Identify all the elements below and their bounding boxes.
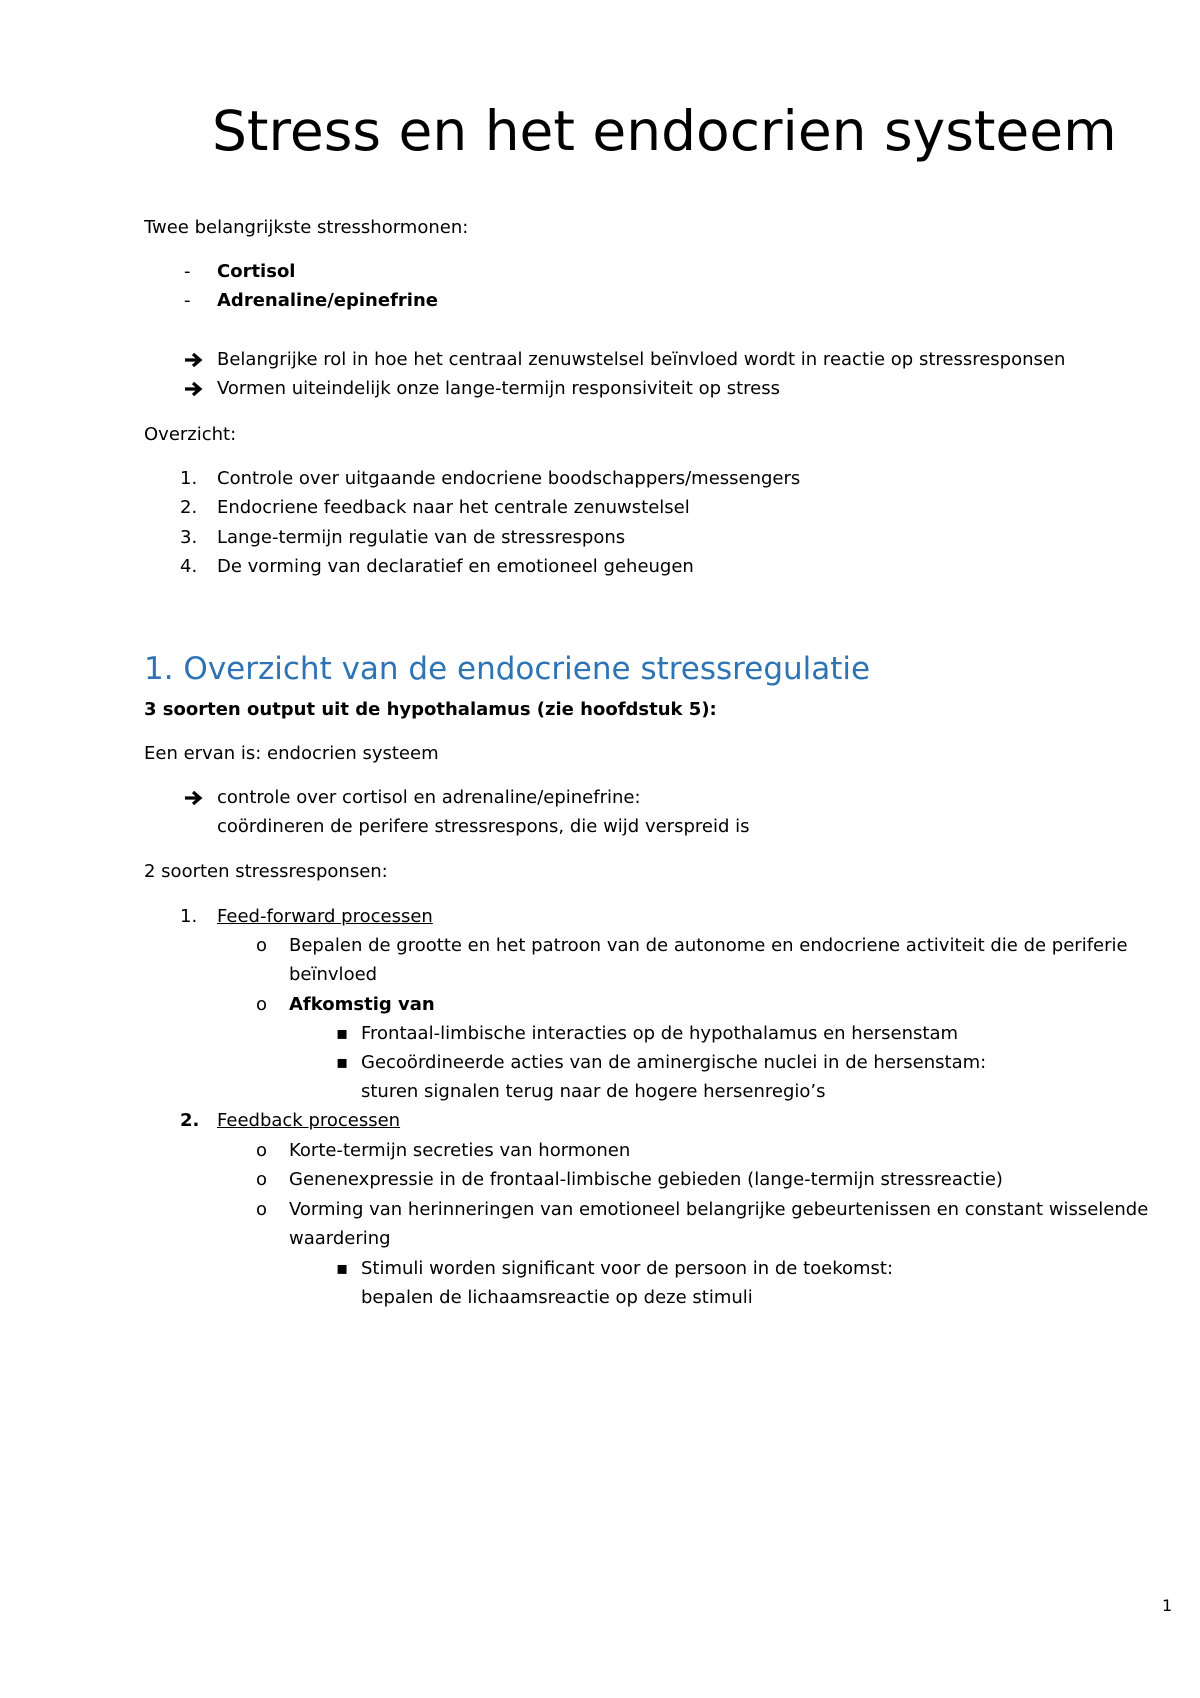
circle-marker: o xyxy=(256,1140,268,1161)
arrow-item: Belangrijke rol in hoe het centraal zenuwstelsel beïnvloed wordt in reactie op stressresponsen xyxy=(217,349,1066,370)
page-number: 1 xyxy=(1162,1596,1173,1615)
dash-marker: - xyxy=(184,261,191,282)
sub-item: Bepalen de grootte en het patroon van de autonome en endocriene activiteit die de periferie xyxy=(289,935,1128,956)
intro-label: Twee belangrijkste stresshormonen: xyxy=(144,217,469,238)
arrow-item: controle over cortisol en adrenaline/epinefrine: xyxy=(217,787,641,808)
list-item: De vorming van declaratief en emotioneel geheugen xyxy=(217,556,694,577)
bullet-item: Frontaal-limbische interacties op de hypothalamus en hersenstam xyxy=(361,1023,959,1044)
list-item: Endocriene feedback naar het centrale zenuwstelsel xyxy=(217,497,690,518)
arrow-icon xyxy=(184,381,204,397)
square-bullet-marker: ▪ xyxy=(336,1023,349,1044)
bullet-item-continuation: sturen signalen terug naar de hogere hersenregio’s xyxy=(361,1081,826,1102)
sub-item: Vorming van herinneringen van emotioneel belangrijke gebeurtenissen en constant wisselende xyxy=(289,1199,1149,1220)
bullet-item-continuation: bepalen de lichaamsreactie op deze stimuli xyxy=(361,1287,753,1308)
circle-marker: o xyxy=(256,994,268,1015)
sub-item: Korte-termijn secreties van hormonen xyxy=(289,1140,631,1161)
list-number: 1. xyxy=(180,468,198,489)
sub-item: Afkomstig van xyxy=(289,994,435,1015)
square-bullet-marker: ▪ xyxy=(336,1052,349,1073)
endocrine-line: Een ervan is: endocrien systeem xyxy=(144,743,439,764)
bullet-item: Stimuli worden significant voor de persoon in de toekomst: xyxy=(361,1258,894,1279)
section-heading: 1. Overzicht van de endocriene stressregulatie xyxy=(144,651,871,687)
circle-marker: o xyxy=(256,1199,268,1220)
responses-label: 2 soorten stressresponsen: xyxy=(144,861,388,882)
arrow-item-continuation: coördineren de perifere stressrespons, die wijd verspreid is xyxy=(217,816,750,837)
sub-item: Genenexpressie in de frontaal-limbische gebieden (lange-termijn stressreactie) xyxy=(289,1169,1003,1190)
list-number: 2. xyxy=(180,497,198,518)
arrow-icon xyxy=(184,790,204,806)
dash-marker: - xyxy=(184,290,191,311)
list-number: 4. xyxy=(180,556,198,577)
list-item: Controle over uitgaande endocriene boodschappers/messengers xyxy=(217,468,801,489)
arrow-icon xyxy=(184,352,204,368)
sub-item-continuation: waardering xyxy=(289,1228,391,1249)
page-title: Stress en het endocrien systeem xyxy=(212,99,1117,163)
list-item: Lange-termijn regulatie van de stressrespons xyxy=(217,527,626,548)
circle-marker: o xyxy=(256,935,268,956)
square-bullet-marker: ▪ xyxy=(336,1258,349,1279)
list-number: 2. xyxy=(180,1110,200,1131)
feedback-title: Feedback processen xyxy=(217,1110,401,1131)
sub-item-continuation: beïnvloed xyxy=(289,964,378,985)
arrow-item: Vormen uiteindelijk onze lange-termijn responsiviteit op stress xyxy=(217,378,781,399)
overview-label: Overzicht: xyxy=(144,424,237,445)
bullet-item: Gecoördineerde acties van de aminergische nuclei in de hersenstam: xyxy=(361,1052,987,1073)
hormone-item: Adrenaline/epinefrine xyxy=(217,290,438,311)
feedforward-title: Feed-forward processen xyxy=(217,906,433,927)
circle-marker: o xyxy=(256,1169,268,1190)
list-number: 1. xyxy=(180,906,198,927)
hormone-item: Cortisol xyxy=(217,261,296,282)
list-number: 3. xyxy=(180,527,198,548)
output-line: 3 soorten output uit de hypothalamus (zie hoofdstuk 5): xyxy=(144,699,717,720)
